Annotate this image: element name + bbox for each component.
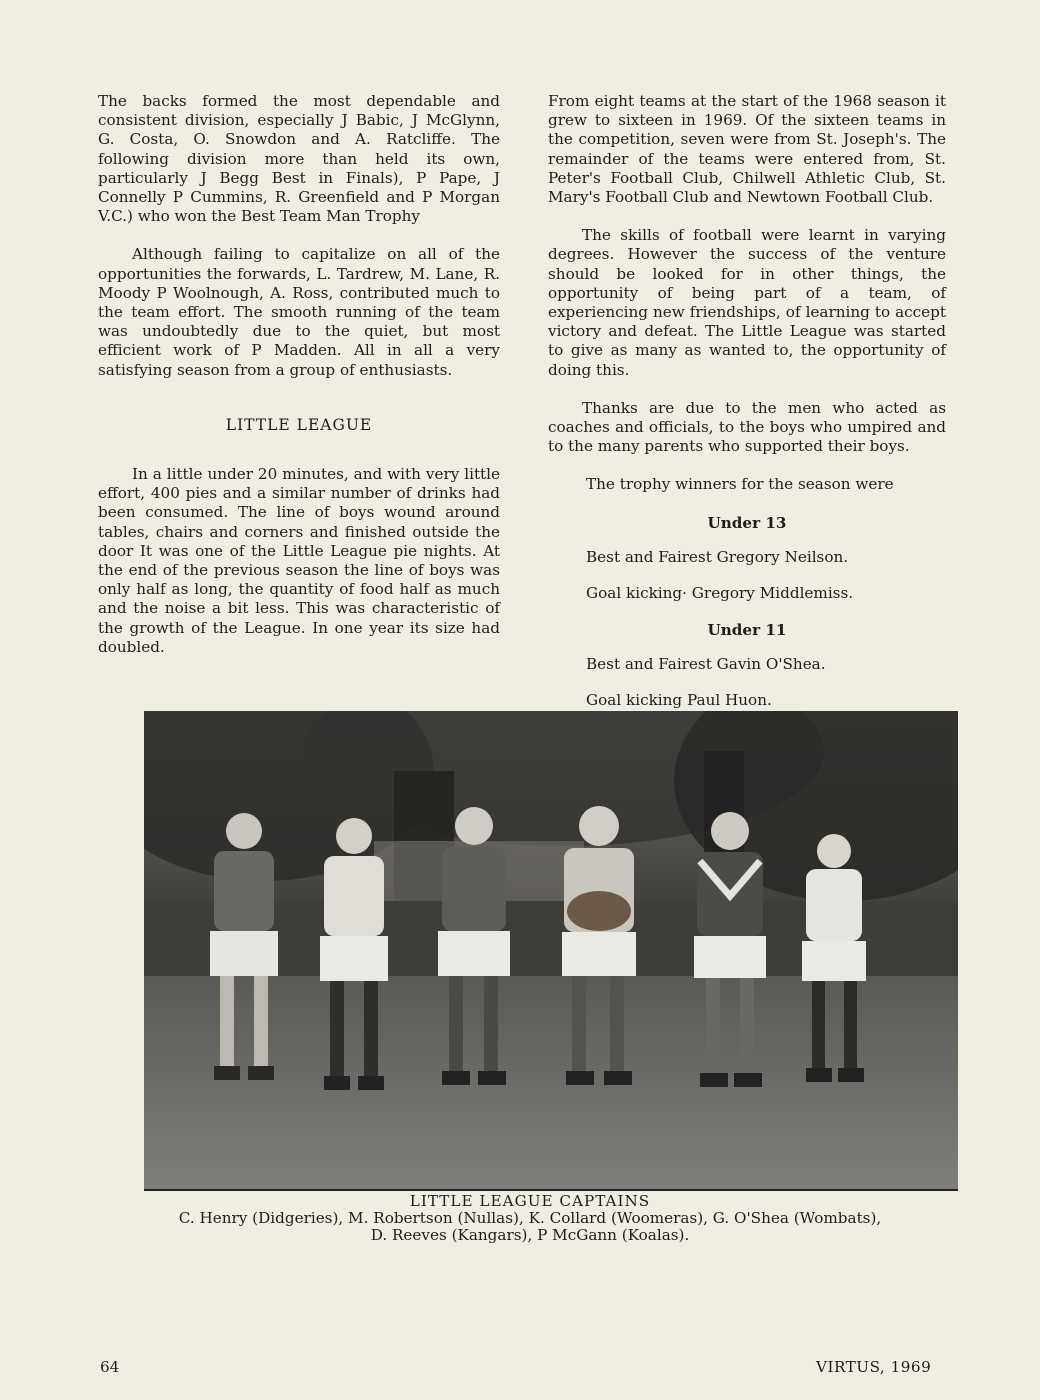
under11-heading: Under 11 xyxy=(707,620,787,639)
page-number: 64 xyxy=(100,1358,120,1376)
right-paragraph-teams: From eight teams at the start of the 1968 season it grew to sixteen in 1969. Of the sixteen teams in the competition, seven were from St. Joseph's. The remainder of the teams were entered from, St. Peter's Football Club, Chilwell Athletic Club, St. Mary's Football Club and Newtown Football Club. xyxy=(548,92,946,207)
right-paragraph-skills: The skills of football were learnt in varying degrees. However the success of the venture should be looked for in other things, the opportunity of being part of a team, of experiencing new friendships, of learning to accept victory and defeat. The Little League was started to give as many as wanted to, the opportunity of doing this. xyxy=(548,226,946,379)
under13-goal-kicking: Goal kicking· Gregory Middlemiss. xyxy=(586,583,854,602)
caption-names-line2: D. Reeves (Kangars), P McGann (Koalas). xyxy=(370,1226,690,1244)
under11-awards xyxy=(548,656,946,709)
under13-heading: Under 13 xyxy=(707,513,787,532)
photo-caption xyxy=(90,1193,970,1244)
left-paragraph-pie-night: In a little under 20 minutes, and with very little effort, 400 pies and a similar number of drinks had been consumed. The line of boys wound around tables, chairs and corners and finished outside the door It was one of the Little League pie nights. At the end of the previous season the line of boys was only half as long, the quantity of food half as much and the noise a bit less. This was characteristic of the growth of the League. In one year its size had doubled. xyxy=(98,465,500,656)
team-captains-photo xyxy=(144,711,958,1191)
caption-title: LITTLE LEAGUE CAPTAINS xyxy=(409,1192,651,1210)
section-heading-little-league: LITTLE LEAGUE xyxy=(225,415,373,434)
under11-best-fairest: Best and Fairest Gavin O'Shea. xyxy=(586,655,826,674)
left-column xyxy=(98,92,500,676)
publication-footer: VIRTUS, 1969 xyxy=(816,1358,932,1376)
right-column xyxy=(548,92,946,728)
under13-awards xyxy=(548,549,946,602)
caption-names-line1: C. Henry (Didgeries), M. Robertson (Nullas), K. Collard (Woomeras), G. O'Shea (Wombats), xyxy=(178,1209,882,1227)
under13-best-fairest: Best and Fairest Gregory Neilson. xyxy=(586,547,849,566)
trophy-intro: The trophy winners for the season were xyxy=(586,475,894,494)
left-paragraph-backs: The backs formed the most dependable and consistent division, especially J Babic, J McGlynn, G. Costa, O. Snowdon and A. Ratcliffe. The following division more than held its own, particularly J Begg Best in Finals), P Pape, J Connelly P Cummins, R. Greenfield and P Morgan V.C.) who won the Best Team Man Trophy xyxy=(98,92,500,226)
left-paragraph-forwards: Although failing to capitalize on all of the opportunities the forwards, L. Tardrew, M. Lane, R. Moody P Woolnough, A. Ross, contributed much to the team effort. The smooth running of the team was undoubtedly due to the quiet, but most efficient work of P Madden. All in all a very satisfying season from a group of enthusiasts. xyxy=(98,245,500,379)
right-paragraph-thanks: Thanks are due to the men who acted as coaches and officials, to the boys who umpired and to the many parents who supported their boys. xyxy=(548,398,946,456)
under11-goal-kicking: Goal kicking Paul Huon. xyxy=(586,691,772,710)
